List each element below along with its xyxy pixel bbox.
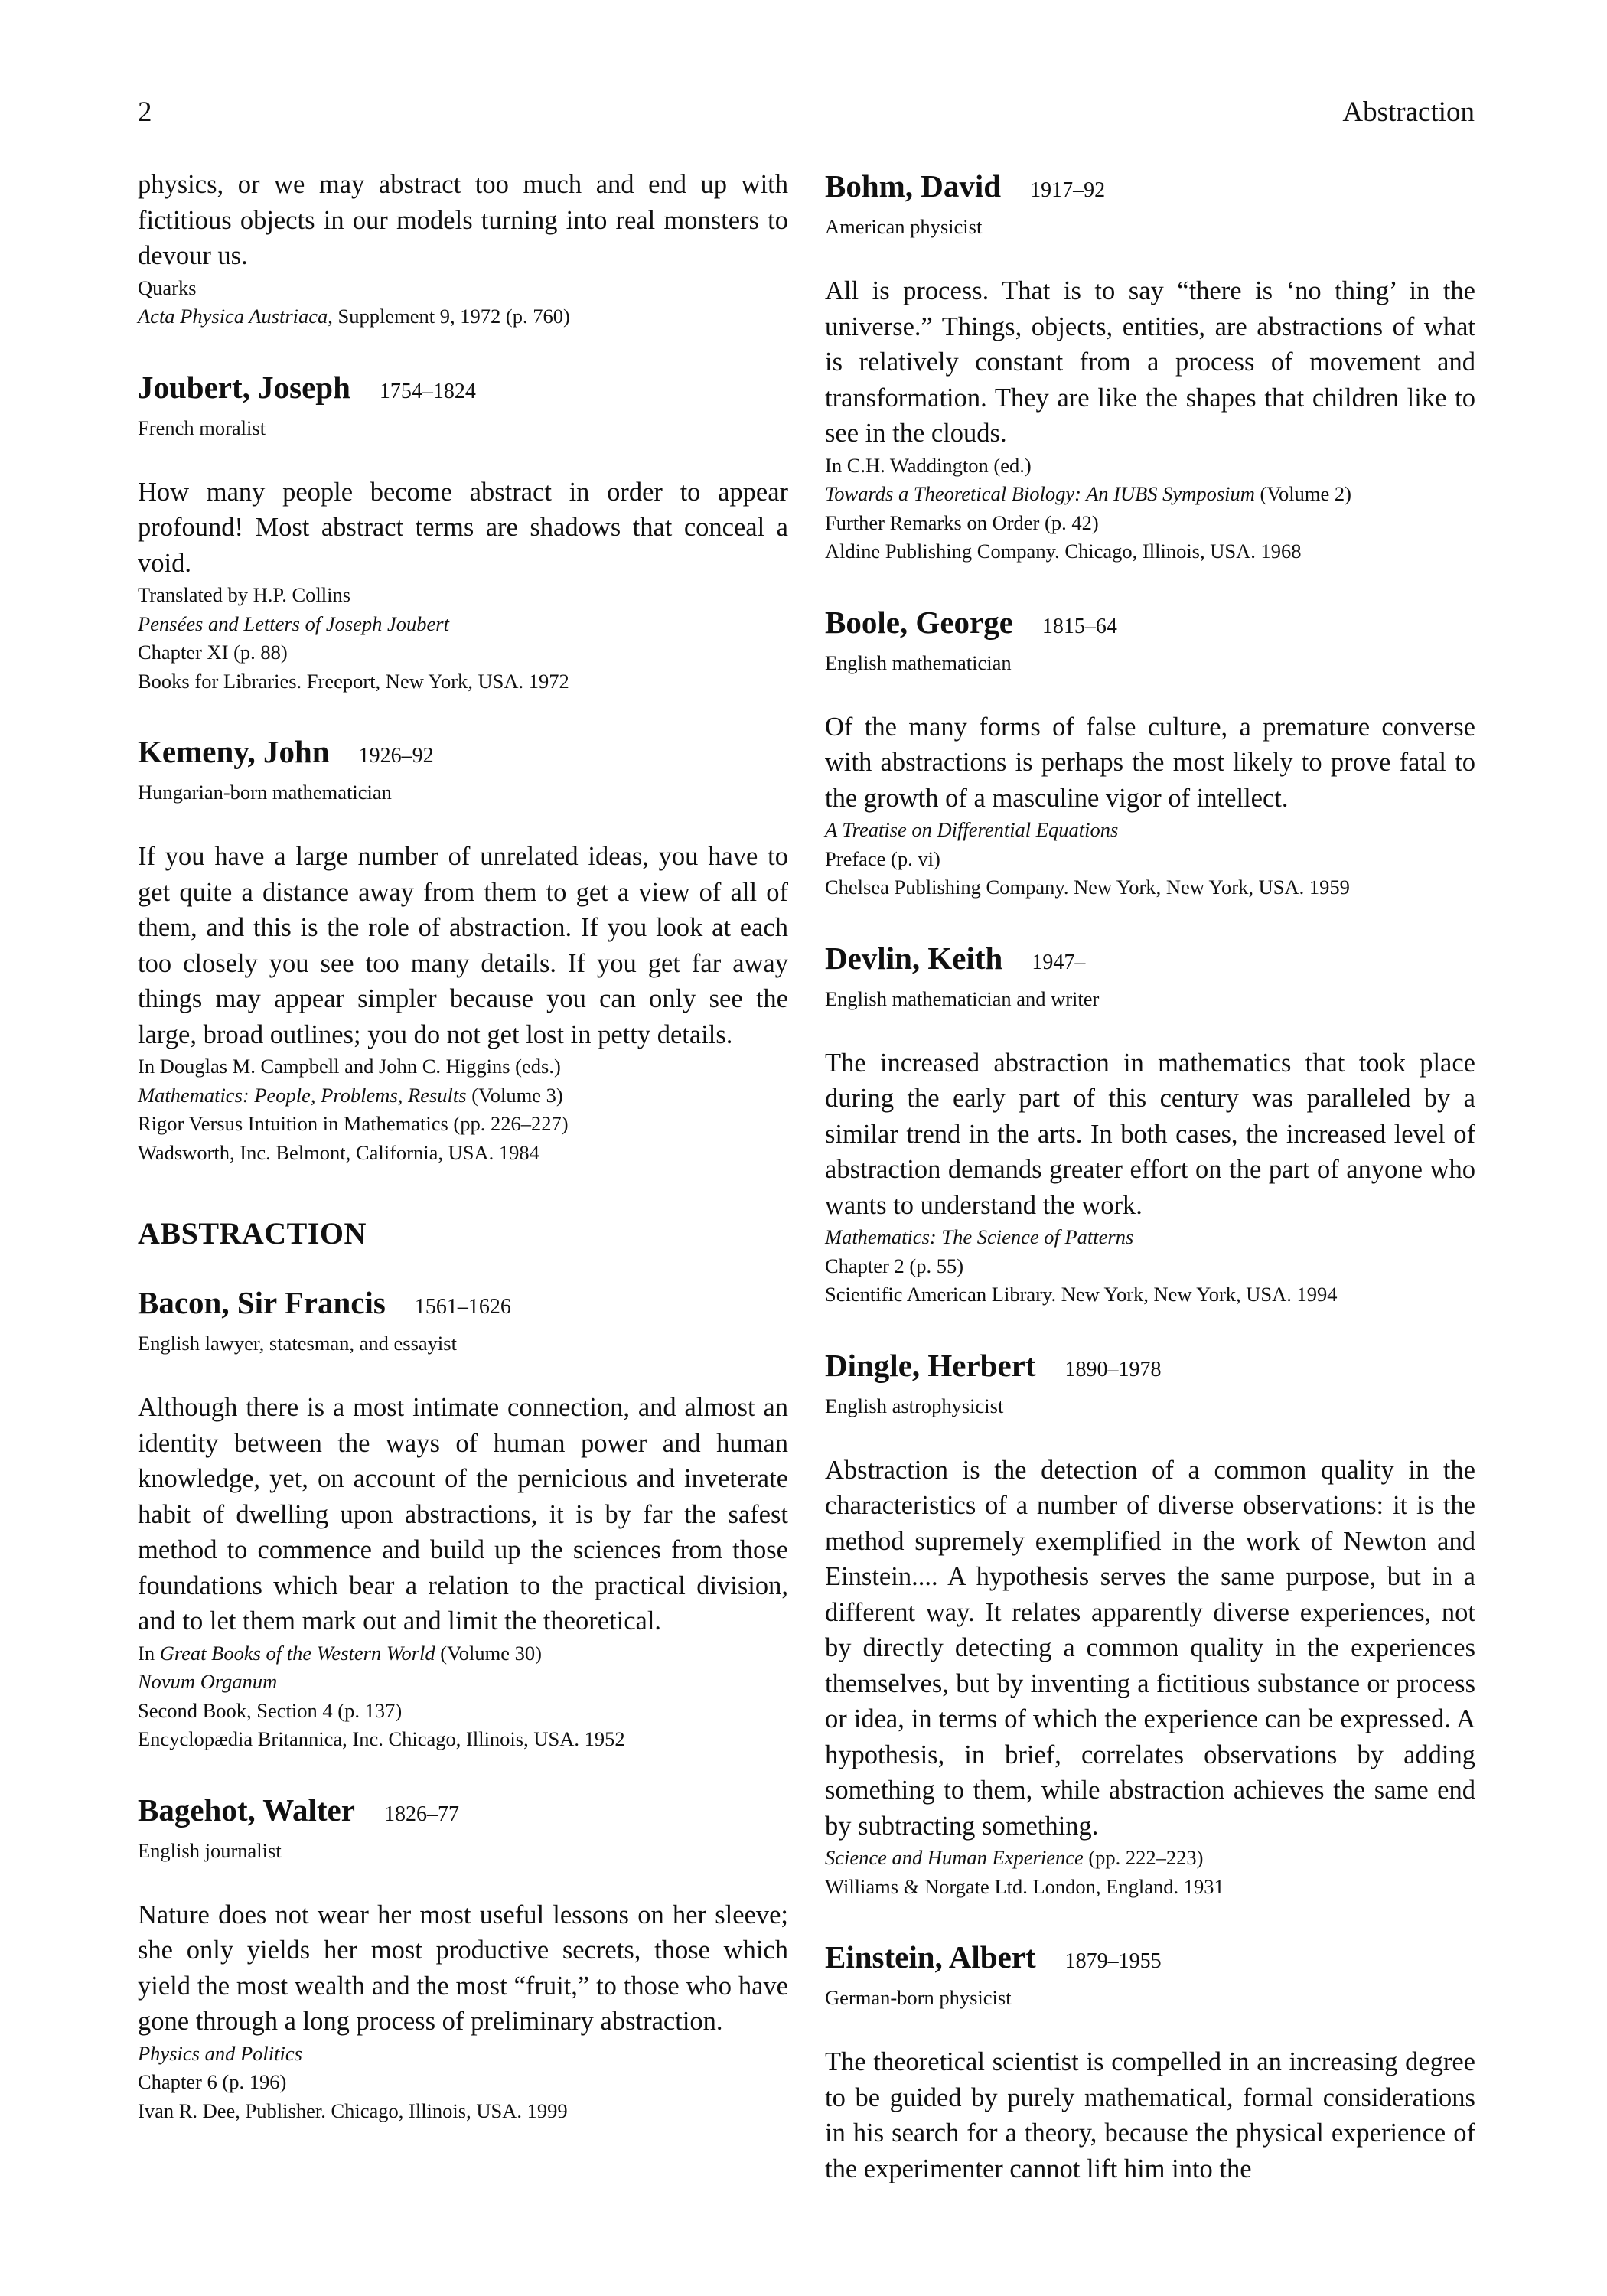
entry-bacon [138,1283,788,1754]
citation-line: Chapter 2 (p. 55) [825,1254,964,1277]
quote-text: The theoretical scientist is compelled in an increasing degree to be guided by purely mathematical, formal considerations in his search for a theory, because the physical experience of the experimenter cannot lift him into the [825,2047,1475,2183]
author-dates: 1917–92 [1030,178,1106,202]
author-line [825,167,1475,213]
citation-publisher: Aldine Publishing Company. Chicago, Illinois, USA. 1968 [825,540,1302,563]
citation-detail: (Volume 2) [1254,482,1351,505]
citation-line: Rigor Versus Intuition in Mathematics (pp. 226–227) [138,1112,569,1135]
author-name: Kemeny, John [138,734,330,769]
citation-title: A Treatise on Differential Equations [825,818,1119,841]
citation-line [138,1639,788,1668]
author-dates: 1879–1955 [1064,1949,1162,1973]
entry-joubert [138,368,788,696]
citation-publisher: Williams & Norgate Ltd. London, England. 1931 [825,1874,1224,1898]
citation-line [138,1081,788,1110]
author-name: Boole, George [825,604,1013,640]
citation-detail: (Volume 30) [435,1641,542,1665]
citation-line: Translated by H.P. Collins [138,583,351,606]
citation-publisher: Books for Libraries. Freeport, New York, USA. 1972 [138,669,569,693]
entry-einstein [825,1938,1475,2187]
citation-line: Quarks [138,276,197,299]
citation-publisher: Encyclopædia Britannica, Inc. Chicago, Illinois, USA. 1952 [138,1727,625,1750]
quote-text: Of the many forms of false culture, a premature converse with abstractions is perhaps the most likely to prove fatal to the growth of a masculine vigor of intellect. [825,712,1475,813]
citation-line: Further Remarks on Order (p. 42) [825,510,1099,534]
author-descriptor: English mathematician and writer [825,987,1100,1010]
citation-title: Novum Organum [138,1670,278,1693]
quote-text: How many people become abstract in order to appear profound! Most abstract terms are shadows that conceal a void. [138,477,788,578]
author-line [138,1791,788,1837]
left-column [138,167,788,2125]
citation-line: Second Book, Section 4 (p. 137) [138,1698,403,1722]
citation-line [825,1844,1475,1873]
citation-line: In C.H. Waddington (ed.) [825,453,1032,477]
citation-publisher: Scientific American Library. New York, New York, USA. 1994 [825,1283,1338,1306]
author-line [825,1346,1475,1392]
citation-title: Mathematics: People, Problems, Results [138,1083,467,1107]
citation-publisher: Chelsea Publishing Company. New York, New York, USA. 1959 [825,876,1350,899]
author-descriptor: French moralist [138,416,266,439]
running-head: Abstraction [1342,96,1475,128]
author-name: Bacon, Sir Francis [138,1285,386,1320]
citation-title: Physics and Politics [138,2041,302,2065]
section-heading: ABSTRACTION [138,1216,367,1251]
author-name: Devlin, Keith [825,940,1003,976]
author-descriptor: English lawyer, statesman, and essayist [138,1332,457,1355]
citation-prefix: In [138,1641,160,1665]
citation-detail: , Supplement 9, 1972 (p. 760) [328,305,570,328]
author-dates: 1561–1626 [414,1295,511,1319]
citation-title: Mathematics: The Science of Patterns [825,1225,1134,1248]
citation-title: Pensées and Letters of Joseph Joubert [138,612,449,635]
author-descriptor: English astrophysicist [825,1394,1004,1417]
quote-text: The increased abstraction in mathematics that took place during the early part of this century was paralleled by a similar trend in the arts. In both cases, the increased level of abstraction demands greater effort on the part of anyone who wants to understand the work. [825,1048,1475,1220]
author-name: Einstein, Albert [825,1939,1036,1975]
entry-bohm [825,167,1475,566]
citation-detail: (pp. 222–223) [1083,1846,1204,1869]
quote-text: Abstraction is the detection of a common quality in the characteristics of a number of diverse observations: it is the method supremely exemplified in the work of Newton and Einstein.... A hypothesis serves the same purpose, but in a different way. It relates apparently diverse experiences, not by directly detecting a common quality in the experiences themselves, but by inventing a fictitious substance or process or idea, in terms of which the experience can be expressed. A hypothesis, in brief, correlates observations by adding something to them, while abstraction achieves the same end by subtracting something. [825,1455,1475,1841]
quote-text: If you have a large number of unrelated ideas, you have to get quite a distance away from them to get a view of all of them, and this is the role of abstraction. If you look at each too closely you see too many details. If you get far away things may appear simpler because you can only see the large, broad outlines; you do not get lost in petty details. [138,842,788,1049]
author-descriptor: Hungarian-born mathematician [138,781,392,804]
entry-continued [138,167,788,331]
citation-line: In Douglas M. Campbell and John C. Higgins (eds.) [138,1055,561,1078]
citation-line: Preface (p. vi) [825,846,940,870]
citation-publisher: Ivan R. Dee, Publisher. Chicago, Illinois, USA. 1999 [138,2099,568,2122]
author-dates: 1826–77 [383,1802,459,1826]
quote-text: Nature does not wear her most useful lessons on her sleeve; she only yields her most productive secrets, those which yield the most wealth and the most “fruit,” to those who have gone through a long process of preliminary abstraction. [138,1900,788,2036]
page-number: 2 [138,96,152,128]
author-descriptor: German-born physicist [825,1986,1012,2009]
entry-bagehot [138,1791,788,2126]
citation-title: Science and Human Experience [825,1846,1084,1869]
citation-detail: (Volume 3) [466,1083,563,1107]
author-line [138,1283,788,1329]
citation-line: Chapter 6 (p. 196) [138,2070,287,2093]
entry-dingle [825,1346,1475,1902]
author-descriptor: American physicist [825,215,983,238]
author-dates: 1947– [1032,950,1086,974]
author-name: Dingle, Herbert [825,1347,1036,1383]
author-dates: 1754–1824 [379,379,476,403]
entry-kemeny [138,732,788,1167]
author-dates: 1926–92 [358,744,434,768]
author-line [825,1938,1475,1984]
author-descriptor: English mathematician [825,651,1012,674]
author-dates: 1815–64 [1041,614,1117,638]
quote-text: Although there is a most intimate connection, and almost an identity between the ways of human power and human knowledge, yet, on account of the pernicious and inveterate habit of dwelling upon abstractions, it is by far the safest method to commence and build up the sciences from those foundations which bear a relation to the practical division, and to let them mark out and limit the theoretical. [138,1393,788,1636]
citation-line: Chapter XI (p. 88) [138,641,288,664]
right-column [825,167,1475,2187]
citation-title: Acta Physica Austriaca [138,305,328,328]
author-name: Bohm, David [825,168,1002,204]
citation-publisher: Wadsworth, Inc. Belmont, California, USA. 1984 [138,1140,539,1164]
citation-line [825,480,1475,509]
author-dates: 1890–1978 [1064,1357,1162,1381]
citation-line [138,302,788,331]
citation-title: Towards a Theoretical Biology: An IUBS Symposium [825,482,1255,505]
citation-title: Great Books of the Western World [159,1641,435,1665]
entry-boole [825,603,1475,902]
author-name: Joubert, Joseph [138,369,350,405]
author-line [138,732,788,778]
quote-text: All is process. That is to say “there is ‘no thing’ in the universe.” Things, objects, entities, are abstractions of what is relatively constant from a process of movement and transformation. They are like the shapes that children like to see in the clouds. [825,276,1475,448]
author-line [138,368,788,414]
author-descriptor: English journalist [138,1838,282,1862]
author-line [825,603,1475,649]
author-name: Bagehot, Walter [138,1792,355,1828]
quote-text: physics, or we may abstract too much and end up with fictitious objects in our models turning into real monsters to devour us. [138,170,788,270]
entry-devlin [825,939,1475,1309]
author-line [825,939,1475,985]
